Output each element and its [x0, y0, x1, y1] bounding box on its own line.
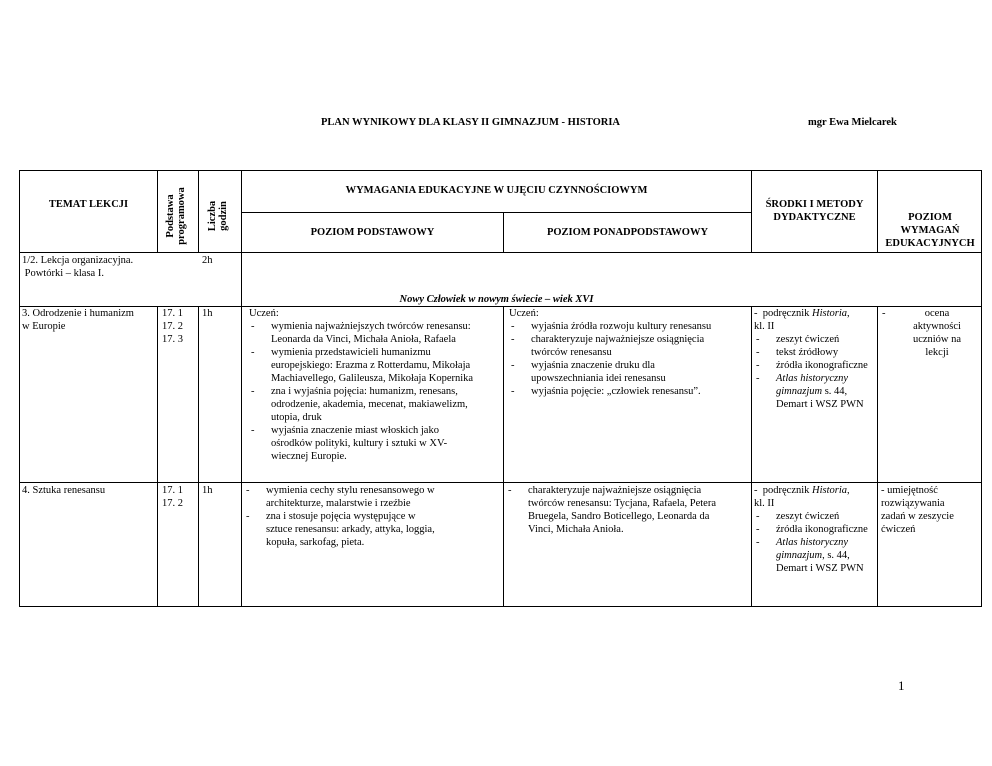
row3-ponadpodstawowy: Uczeń: - wyjaśnia źródła rozwoju kultury renesansu - charakteryzuje najważniejsze osiągnięcia twórców renesansu - wyjaśnia znaczenie druku dla upowszechniania idei renesansu - wyjaśnia pojęcie: „człowiek renesansu”.	[509, 307, 749, 398]
row4-temat: 4. Sztuka renesansu	[22, 485, 106, 496]
row1-hours: 2h	[202, 255, 213, 266]
row4-ponadpodstawowy	[506, 484, 750, 536]
document-title: PLAN WYNIKOWY DLA KLASY II GIMNAZJUM - HISTORIA	[321, 117, 620, 128]
header-poziom-ponadpodstawowy: POZIOM PONADPODSTAWOWY	[546, 227, 709, 238]
list-item: - wyjaśnia znaczenie miast włoskich jako ośrodków polityki, kultury i sztuki w XV- wiecznej Europie.	[249, 424, 503, 463]
header-poziom-podstawowy: POZIOM PODSTAWOWY	[310, 227, 435, 238]
list-item: - charakteryzuje najważniejsze osiągnięcia twórców renesansu	[509, 333, 749, 359]
row3-podstawa: 17. 1 17. 2 17. 3	[162, 308, 183, 345]
row3-podstawowy: Uczeń: - wymienia najważniejszych twórców renesansu: Leonarda da Vinci, Michała Anioła, Rafaela - wymienia przedstawicieli humanizmu europejskiego: Erazma z Rotterdamu, Mikołaja Machiavellego, Galileusza, Mikołaja Kopernika - zna i wyjaśnia pojęcia: humanizm, renesans, odrodzenie, akademia, mecenat, makiawelizm, utopia, druk - wyjaśnia znaczenie miast włoskich jako ośrodków polityki, kultury i sztuki w XV- wiecznej Europie.	[249, 307, 503, 463]
header-srodki-metody: ŚRODKI I METODY DYDAKTYCZNE	[765, 199, 864, 223]
row4-podstawowy	[244, 484, 502, 549]
list-item: - tekst źródłowy	[754, 346, 876, 359]
page-number: 1	[898, 678, 905, 693]
list-item: - wyjaśnia pojęcie: „człowiek renesansu”.	[509, 385, 749, 398]
list-item: - zna i stosuje pojęcia występujące w sztuce renesansu: arkady, attyka, loggia, kopuła, sarkofag, pieta.	[244, 510, 502, 549]
header-poziom-wymagan: POZIOM WYMAGAŃ EDUKACYJNYCH	[885, 212, 975, 249]
header-wymagania: WYMAGANIA EDUKACYJNE W UJĘCIU CZYNNOŚCIOWYM	[345, 185, 648, 196]
row4-srodki: - podręcznik Historia, kl. II - zeszyt ćwiczeń - źródła ikonograficzne - Atlas historyczny gimnazjum, s. 44, Demart i WSZ PWN	[754, 484, 876, 575]
section-title: Nowy Człowiek w nowym świecie – wiek XVI	[399, 294, 594, 305]
list-item: - wymienia najważniejszych twórców renesansu: Leonarda da Vinci, Michała Anioła, Rafaela	[249, 320, 503, 346]
list-item: - ocena aktywności uczniów na lekcji	[880, 307, 980, 359]
header-temat-lekcji: TEMAT LEKCJI	[48, 199, 129, 210]
row3-temat: 3. Odrodzenie i humanizm w Europie	[22, 308, 134, 332]
list-item: - wyjaśnia znaczenie druku dla upowszechniania idei renesansu	[509, 359, 749, 385]
row4-poziom: - umiejętność rozwiązywania zadań w zeszycie ćwiczeń	[881, 485, 954, 535]
list-item: - zeszyt ćwiczeń	[754, 510, 876, 523]
list-item: - charakteryzuje najważniejsze osiągnięcia twórców renesansu: Tycjana, Rafaela, Petera Bruegela, Sandro Boticellego, Leonarda da Vinci, Michała Anioła.	[506, 484, 750, 536]
list-item: - wymienia przedstawicieli humanizmu europejskiego: Erazma z Rotterdamu, Mikołaja Machiavellego, Galileusza, Mikołaja Kopernika	[249, 346, 503, 385]
row4-podstawa: 17. 1 17. 2	[162, 485, 183, 509]
list-item: - Atlas historyczny gimnazjum, s. 44, Demart i WSZ PWN	[754, 536, 876, 575]
row1-temat: 1/2. Lekcja organizacyjna. Powtórki – klasa I.	[22, 255, 134, 279]
row3-poziom	[880, 307, 980, 359]
row4-hours: 1h	[202, 485, 213, 496]
list-item: - wymienia cechy stylu renesansowego w architekturze, malarstwie i rzeźbie	[244, 484, 502, 510]
list-item: - Atlas historyczny gimnazjum s. 44, Demart i WSZ PWN	[754, 372, 876, 411]
row3-hours: 1h	[202, 308, 213, 319]
list-item: - zeszyt ćwiczeń	[754, 333, 876, 346]
list-item: - źródła ikonograficzne	[754, 523, 876, 536]
row3-srodki: - podręcznik Historia, kl. II - zeszyt ćwiczeń - tekst źródłowy - źródła ikonograficzne - Atlas historyczny gimnazjum s. 44, Demart i WSZ PWN	[754, 307, 876, 411]
list-item: - wyjaśnia źródła rozwoju kultury renesansu	[509, 320, 749, 333]
header-podstawa-programowa: Podstawa programowa	[165, 187, 187, 245]
list-item: - źródła ikonograficzne	[754, 359, 876, 372]
list-item: - zna i wyjaśnia pojęcia: humanizm, renesans, odrodzenie, akademia, mecenat, makiawelizm, utopia, druk	[249, 385, 503, 424]
document-author: mgr Ewa Mielcarek	[808, 117, 897, 128]
header-liczba-godzin: Liczba godzin	[207, 200, 229, 232]
